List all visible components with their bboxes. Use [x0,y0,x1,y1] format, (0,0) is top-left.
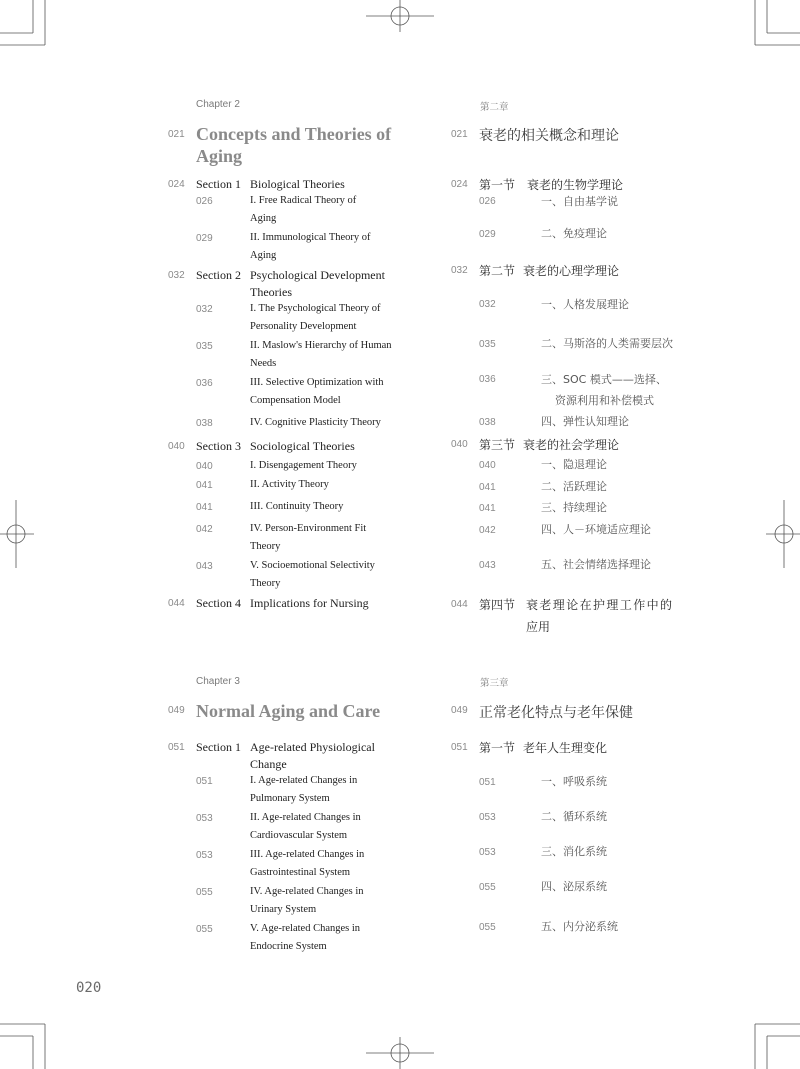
section-label-cn: 第一节 [479,178,516,192]
page-ref: 049 [451,705,468,716]
item-title-cn: 三、持续理论 [541,501,607,514]
item-title-cn: 一、人格发展理论 [541,298,629,311]
item-title-cn: 三、SOC 模式——选择、 [541,373,667,386]
page-ref: 041 [196,502,213,513]
page-ref: 038 [196,418,213,429]
page-ref: 040 [479,460,496,471]
page-ref: 041 [479,503,496,514]
item-title: II. Maslow's Hierarchy of Human [250,340,392,351]
item-title: IV. Cognitive Plasticity Theory [250,417,381,428]
section-title-cn: 衰老的心理学理论 [523,264,620,278]
page-ref: 036 [479,374,496,385]
item-title: V. Socioemotional Selectivity [250,560,375,571]
item-title-line2: Gastrointestinal System [250,867,351,878]
chapter-label-cn: 第二章 [480,102,509,113]
page-number: 020 [76,980,102,996]
section-title-cn: 老年人生理变化 [523,741,608,755]
page-ref: 029 [196,233,213,244]
page-ref: 051 [479,777,496,788]
page-ref: 055 [196,924,213,935]
item-title-line2: Urinary System [250,904,317,915]
item-title-line2: Personality Development [250,321,357,332]
item-title: II. Age-related Changes in [250,812,361,823]
item-title-cn: 一、呼吸系统 [541,775,607,788]
section-title-line2: Change [250,757,287,771]
item-title-cn: 二、循环系统 [541,810,607,823]
page-ref: 053 [479,847,496,858]
item-title-line2: Aging [250,250,277,261]
item-title: I. Free Radical Theory of [250,195,357,206]
item-title-cn: 一、自由基学说 [541,195,618,208]
page-ref: 035 [196,341,213,352]
section-title: Age-related Physiological [250,740,375,754]
page-ref: 032 [196,304,213,315]
page-ref: 032 [168,270,185,281]
section-title-cn: 衰老理论在护理工作中的 [526,598,674,612]
item-title-cn: 四、人－环境适应理论 [541,523,651,536]
item-title-cn: 一、隐退理论 [541,458,607,471]
section-label: Section 3 [196,439,241,453]
item-title: II. Activity Theory [250,479,329,490]
section-label-cn: 第二节 [479,264,516,278]
page-ref: 042 [196,524,213,535]
item-title: II. Immunological Theory of [250,232,371,243]
page-ref: 051 [168,742,185,753]
item-title-line2: Endocrine System [250,941,327,952]
chapter-label-en: Chapter 2 [196,99,240,110]
page-ref: 055 [479,882,496,893]
item-title-cn: 四、泌尿系统 [541,880,607,893]
page-ref: 040 [196,461,213,472]
section-label: Section 2 [196,268,241,282]
page-ref: 021 [168,129,185,140]
page-ref: 044 [168,598,185,609]
page-ref: 043 [196,561,213,572]
section-title: Implications for Nursing [250,596,369,610]
chapter-title-en: Concepts and Theories of [196,124,392,144]
item-title: I. The Psychological Theory of [250,303,381,314]
page-ref: 049 [168,705,185,716]
item-title-cn: 三、消化系统 [541,845,607,858]
chapter-title-cn: 衰老的相关概念和理论 [479,128,619,144]
item-title-line2: Compensation Model [250,395,341,406]
page-ref: 041 [479,482,496,493]
item-title-line2: Aging [250,213,277,224]
item-title-cn: 五、社会情绪选择理论 [541,558,651,571]
item-title-cn-line2: 资源利用和补偿模式 [555,394,654,407]
item-title-line2: Theory [250,541,281,552]
page-ref: 051 [451,742,468,753]
page-ref: 032 [451,265,468,276]
page-ref: 044 [451,599,468,610]
section-label-cn: 第四节 [479,598,516,612]
item-title: I. Age-related Changes in [250,775,358,786]
page-ref: 053 [196,850,213,861]
page-ref: 026 [196,196,213,207]
page-ref: 041 [196,480,213,491]
item-title: IV. Person-Environment Fit [250,523,367,534]
page-ref: 024 [451,179,468,190]
item-title-cn: 四、弹性认知理论 [541,415,629,428]
item-title: III. Selective Optimization with [250,377,384,388]
page-ref: 055 [196,887,213,898]
item-title-cn: 二、免疫理论 [541,227,607,240]
item-title: I. Disengagement Theory [250,460,357,471]
page-ref: 040 [451,439,468,450]
page-ref: 035 [479,339,496,350]
item-title: V. Age-related Changes in [250,923,361,934]
page-ref: 053 [196,813,213,824]
chapter-label-cn: 第三章 [480,678,509,689]
page-ref: 038 [479,417,496,428]
page-ref: 051 [196,776,213,787]
section-title-line2: Theories [250,285,292,299]
section-label: Section 1 [196,177,241,191]
page-ref: 021 [451,129,468,140]
page-ref: 032 [479,299,496,310]
item-title-line2: Cardiovascular System [250,830,348,841]
chapter-title-en: Normal Aging and Care [196,701,381,721]
item-title-line2: Pulmonary System [250,793,330,804]
item-title-cn: 二、马斯洛的人类需要层次 [541,337,673,350]
section-title-cn-line2: 应用 [526,620,551,634]
section-title: Psychological Development [250,268,385,282]
section-title-cn: 衰老的社会学理论 [523,438,620,452]
chapter-title-cn: 正常老化特点与老年保健 [479,705,633,721]
section-title: Sociological Theories [250,439,355,453]
item-title-line2: Needs [250,358,277,369]
page-ref: 042 [479,525,496,536]
page-ref: 053 [479,812,496,823]
item-title-cn: 二、活跃理论 [541,480,607,493]
section-label-cn: 第三节 [479,438,516,452]
page-ref: 043 [479,560,496,571]
page-ref: 036 [196,378,213,389]
item-title: III. Age-related Changes in [250,849,365,860]
page-ref: 026 [479,196,496,207]
chapter-title-en-line2: Aging [196,146,243,166]
item-title: IV. Age-related Changes in [250,886,364,897]
item-title-line2: Theory [250,578,281,589]
section-label: Section 4 [196,596,241,610]
section-title-cn: 衰老的生物学理论 [527,178,624,192]
page-ref: 024 [168,179,185,190]
chapter-label-en: Chapter 3 [196,676,240,687]
item-title: III. Continuity Theory [250,501,344,512]
page-ref: 029 [479,229,496,240]
page-ref: 040 [168,441,185,452]
page-ref: 055 [479,922,496,933]
item-title-cn: 五、内分泌系统 [541,920,618,933]
section-label-cn: 第一节 [479,741,516,755]
section-title: Biological Theories [250,177,345,191]
section-label: Section 1 [196,740,241,754]
